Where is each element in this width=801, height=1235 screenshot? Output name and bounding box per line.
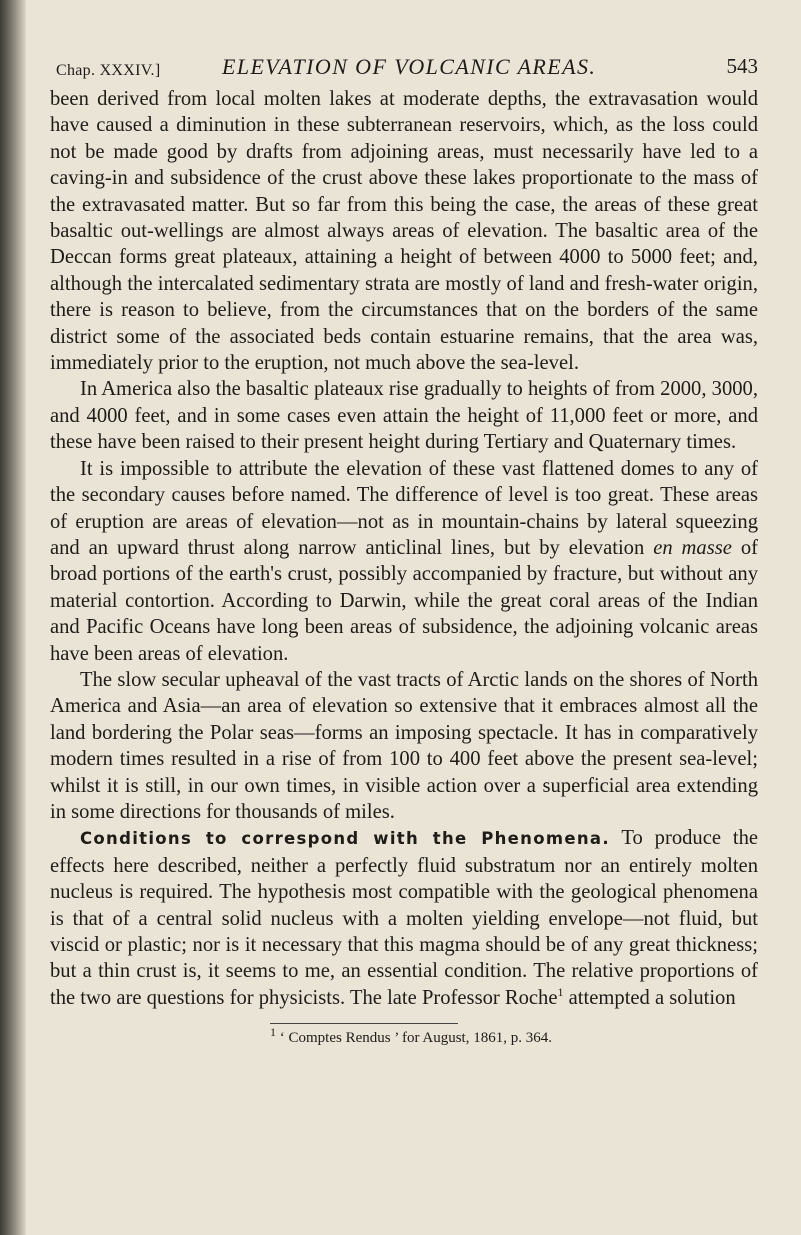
page-body <box>50 86 758 1011</box>
page-number: 543 <box>726 54 758 78</box>
paragraph-domes-text-1: It is impossible to attribute the elevation of these vast flattened domes to any of the secondary causes before named. The difference of level is too great. These areas of eruption are areas of elevation—not as in mountain-chains by lateral squeezing and an upward thrust along narrow anticlinal lines, but by elevation <box>50 457 758 559</box>
paragraph-domes-italic: en masse <box>653 536 732 559</box>
book-binding-shadow <box>0 0 26 1235</box>
footnote <box>270 1025 758 1047</box>
footnote-ref: 1 <box>557 984 564 999</box>
book-page <box>50 50 758 1047</box>
section-heading: Conditions to correspond with the Phenomena. <box>80 829 610 849</box>
paragraph-domes <box>50 456 758 667</box>
paragraph-arctic: The slow secular upheaval of the vast tracts of Arctic lands on the shores of North America and Asia—an area of elevation so extensive that it embraces almost all the land bordering the Polar seas—forms an imposing spectacle. It has in comparatively modern times resulted in a rise of from 100 to 400 feet above the present sea-level; whilst it is still, in our own times, in visible action over a superficial area extending in some directions for thousands of miles. <box>50 668 758 823</box>
chapter-label: Chap. XXXIV.] <box>56 62 161 79</box>
section-text-2: attempted a solution <box>563 986 736 1009</box>
paragraph-america: In America also the basaltic plateaux rise gradually to heights of from 2000, 3000, and 4000 feet, and in some cases even attain the height of 11,000 feet or more, and these have been raised to their present height during Tertiary and Quaternary times. <box>50 378 758 454</box>
footnote-text: ‘ Comptes Rendus ’ for August, 1861, p. 364. <box>276 1030 552 1047</box>
footnote-marker: 1 <box>270 1025 276 1040</box>
paragraph-domes-text-2: of broad portions of the earth's crust, possibly accompanied by fracture, but without any material contortion. According to Darwin, while the great coral areas of the Indian and Pacific Oceans have long been areas of subsidence, the adjoining volcanic areas have been areas of elevation. <box>50 536 758 665</box>
paragraph-conditions <box>50 825 758 1011</box>
paragraph-continued: been derived from local molten lakes at moderate depths, the extravasation would have caused a diminution in these subterranean reservoirs, which, as the loss could not be made good by drafts from adjoining areas, must necessarily have led to a caving-in and subsidence of the crust above these lakes proportionate to the mass of the extravasated matter. But so far from this being the case, the areas of these great basaltic out-wellings are almost always areas of elevation. The basaltic area of the Deccan forms great plateaux, attaining a height of between 4000 to 5000 feet; and, although the intercalated sedimentary strata are mostly of land and fresh-water origin, there is reason to believe, from the circumstances that on the borders of the same district some of the associated beds contain estuarine remains, that the area was, immediately prior to the eruption, not much above the sea-level. <box>50 88 758 375</box>
page-header <box>50 50 758 86</box>
section-text-1: To produce the effects here described, neither a perfectly fluid substratum nor an entirely molten nucleus is required. The hypothesis most compatible with the geological phenomena is that of a central solid nucleus with a molten yielding envelope—not fluid, but viscid or plastic; nor is it necessary that this magma should be of any great thickness; but a thin crust is, it seems to me, an essential condition. The relative proportions of the two are questions for physicists. The late Professor Roche <box>50 827 759 1009</box>
running-title: ELEVATION OF VOLCANIC AREAS. <box>222 54 597 79</box>
footnote-rule <box>270 1023 458 1024</box>
